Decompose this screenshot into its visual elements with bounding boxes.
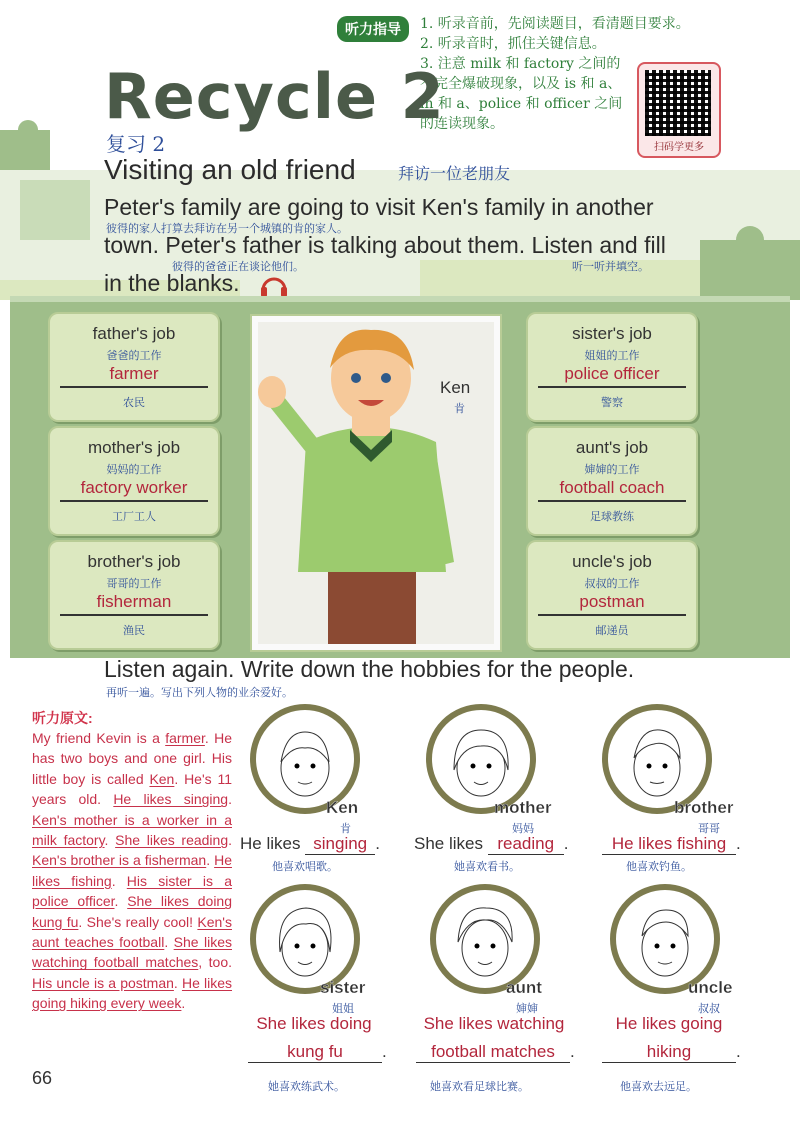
hobby-answer-2[interactable]: hiking: [602, 1042, 736, 1063]
hobby-sentence-2: football matches .: [416, 1042, 575, 1063]
card-label: sister's job: [572, 324, 652, 343]
hobby-sentence: [412, 1014, 576, 1034]
hobby-answer[interactable]: He likes going: [615, 1014, 723, 1033]
card-answer-cn: 渔民: [123, 624, 145, 637]
intro-line-2-cn-b: 听一听并填空。: [572, 260, 649, 273]
guide-item: 3. 注意 milk 和 factory 之间的不完全爆破现象，以及 is 和 a、in 和 a、police 和 officer 之间的连读现象。: [420, 56, 623, 132]
hobbies-grid: [240, 704, 780, 1104]
card-label-cn: 婶婶的工作: [584, 463, 640, 476]
transcript-key-phrase: Ken's brother is a fisherman: [32, 852, 207, 869]
hobby-answer-2[interactable]: kung fu: [248, 1042, 382, 1063]
card-answer: farmer: [60, 364, 208, 388]
transcript-key-phrase: Ken's aunt teaches football: [32, 913, 232, 951]
transcript-segment: .: [114, 893, 128, 910]
intro-line-2: town. Peter's father is talking about them. Listen and fill: [104, 232, 666, 258]
card-brother-job: [48, 540, 220, 650]
card-label-cn: 姐姐的工作: [584, 349, 640, 362]
hobby-cn: 她喜欢看足球比赛。: [430, 1080, 529, 1093]
intro-line-1-cn: 彼得的家人打算去拜访在另一个城镇的肯的家人。: [106, 222, 348, 235]
transcript-segment: .: [111, 872, 127, 889]
transcript-key-phrase: His uncle is a postman: [32, 974, 174, 991]
transcript-segment: . He has two boys and one girl. His little boy is called: [32, 730, 232, 787]
hobby-cn: 她喜欢练武术。: [268, 1080, 345, 1093]
card-father-job: [48, 312, 220, 422]
hobby-cn: 他喜欢唱歌。: [272, 860, 338, 873]
card-answer: factory worker: [60, 478, 208, 502]
card-label-cn: 叔叔的工作: [584, 577, 640, 590]
hobby-sentence: She likes reading .: [414, 834, 569, 853]
hobby-answer[interactable]: singing: [305, 834, 375, 855]
card-label: mother's job: [87, 438, 181, 457]
transcript-segment: .: [228, 791, 232, 808]
ken-label-cn: 肯: [454, 402, 465, 415]
guide-item: 2. 听录音时，抓住关键信息。: [420, 36, 606, 52]
transcript-segment: .: [104, 832, 116, 849]
transcript-key-phrase: He likes singing: [113, 791, 229, 808]
guide-item: 1. 听录音前，先阅读题目，看清题目要求。: [420, 16, 690, 32]
person-name: brother: [674, 798, 734, 817]
hobby-cn: 他喜欢钓鱼。: [626, 860, 692, 873]
card-answer: police officer: [538, 364, 686, 388]
page-title-cn: 复习 2: [106, 132, 166, 156]
transcript-segment: My friend Kevin is a: [32, 730, 166, 746]
card-uncle-job: [526, 540, 698, 650]
qr-code-box[interactable]: [637, 62, 721, 158]
card-mother-job: [48, 426, 220, 536]
intro-line-2-cn: 彼得的爸爸正在谈论他们。: [172, 260, 304, 273]
transcript-segment: .: [228, 832, 233, 849]
mother-face-icon: [432, 710, 530, 808]
transcript-segment: .: [206, 852, 215, 869]
card-label: uncle's job: [572, 552, 652, 571]
person-name-cn: 婶婶: [516, 1002, 538, 1015]
person-name: mother: [494, 798, 552, 817]
card-label-cn: 哥哥的工作: [106, 577, 162, 590]
card-answer: football coach: [538, 478, 686, 502]
listening-guide-tag: 听力指导: [337, 16, 409, 42]
brother-face-icon: [608, 710, 706, 808]
transcript-key-phrase: She likes watching football matches: [32, 934, 232, 971]
transcript-segment: . She's really cool!: [78, 913, 198, 930]
hobby-sentence: [604, 1014, 734, 1034]
hobby-cn: 他喜欢去远足。: [620, 1080, 697, 1093]
card-answer-cn: 邮递员: [595, 624, 629, 637]
card-label-cn: 爸爸的工作: [106, 349, 162, 362]
transcript-key-phrase: Ken: [149, 770, 175, 787]
card-label: aunt's job: [575, 438, 649, 457]
hobby-answer[interactable]: reading: [488, 834, 564, 855]
card-answer: postman: [538, 592, 686, 616]
person-name: Ken: [326, 798, 359, 817]
transcript-text: [32, 728, 232, 1014]
hobby-answer[interactable]: He likes fishing: [602, 834, 736, 855]
transcript-key-phrase: She likes reading: [115, 832, 229, 849]
person-name-cn: 叔叔: [698, 1002, 720, 1015]
hobby-answer[interactable]: She likes watching: [423, 1014, 565, 1033]
person-name: aunt: [506, 978, 542, 997]
transcript-key-phrase: Ken's mother is a worker in a milk factory: [32, 811, 232, 849]
sentence-prefix: He likes: [240, 834, 301, 853]
person-name-cn: 姐姐: [332, 1002, 354, 1015]
person-name: uncle: [688, 978, 733, 997]
sister-face-icon: [256, 890, 354, 988]
card-answer-cn: 警察: [601, 396, 623, 409]
card-answer-cn: 工厂工人: [112, 510, 156, 523]
card-answer-cn: 农民: [123, 396, 145, 409]
page-number: 66: [32, 1068, 53, 1088]
ken-label: Ken: [440, 378, 471, 397]
hobby-sentence-2: kung fu .: [248, 1042, 387, 1063]
lesson-subtitle-cn: 拜访一位老朋友: [398, 164, 511, 183]
transcript-segment: .: [181, 995, 186, 1012]
card-answer: fisherman: [60, 592, 208, 616]
hobby-answer[interactable]: She likes doing: [256, 1014, 372, 1033]
hobby-cn: 她喜欢看书。: [454, 860, 520, 873]
person-name: sister: [320, 978, 366, 997]
uncle-face-icon: [616, 890, 714, 988]
card-label-cn: 妈妈的工作: [106, 463, 162, 476]
transcript-key-phrase: She likes doing kung fu: [32, 893, 232, 930]
intro-line-3: in the blanks.: [104, 270, 240, 296]
transcript-key-phrase: He likes going hiking every week: [32, 974, 233, 1012]
card-label: father's job: [92, 324, 176, 343]
card-label: brother's job: [87, 552, 181, 571]
aunt-face-icon: [436, 890, 534, 988]
section2-instruction-cn: 再听一遍。写出下列人物的业余爱好。: [106, 686, 293, 699]
transcript-segment: .: [173, 974, 182, 991]
transcript-key-phrase: farmer: [165, 730, 205, 746]
person-name-cn: 哥哥: [698, 822, 720, 835]
hobby-sentence: [246, 1014, 382, 1034]
intro-line-1: Peter's family are going to visit Ken's family in another: [104, 194, 654, 220]
person-name-cn: 肯: [340, 822, 351, 835]
transcript-segment: . He's 11 years old.: [32, 770, 232, 808]
transcript-title: 听力原文:: [32, 710, 93, 726]
transcript-key-phrase: His sister is a police officer: [32, 872, 232, 910]
qr-label: 扫码学更多: [654, 142, 704, 153]
hobby-answer-2[interactable]: football matches: [416, 1042, 570, 1063]
hobby-sentence-2: hiking .: [602, 1042, 741, 1063]
ken-portrait-frame: [252, 316, 500, 650]
transcript-segment: .: [164, 934, 174, 951]
ken-face-icon: [256, 710, 354, 808]
ken-illustration: [258, 322, 494, 644]
transcript-key-phrase: He likes fishing: [32, 852, 232, 889]
person-name-cn: 妈妈: [512, 822, 534, 835]
section2-instruction: Listen again. Write down the hobbies for the people.: [104, 656, 635, 682]
card-sister-job: [526, 312, 698, 422]
hobby-sentence: He likes fishing .: [602, 834, 741, 855]
card-aunt-job: [526, 426, 698, 536]
qr-code[interactable]: [645, 70, 711, 136]
hobby-sentence: He likes singing .: [240, 834, 380, 853]
transcript-segment: , too.: [198, 954, 233, 971]
sentence-prefix: She likes: [414, 834, 483, 853]
page-title: Recycle 2: [104, 60, 445, 133]
card-answer-cn: 足球教练: [590, 510, 634, 523]
lesson-subtitle: Visiting an old friend: [104, 154, 356, 185]
